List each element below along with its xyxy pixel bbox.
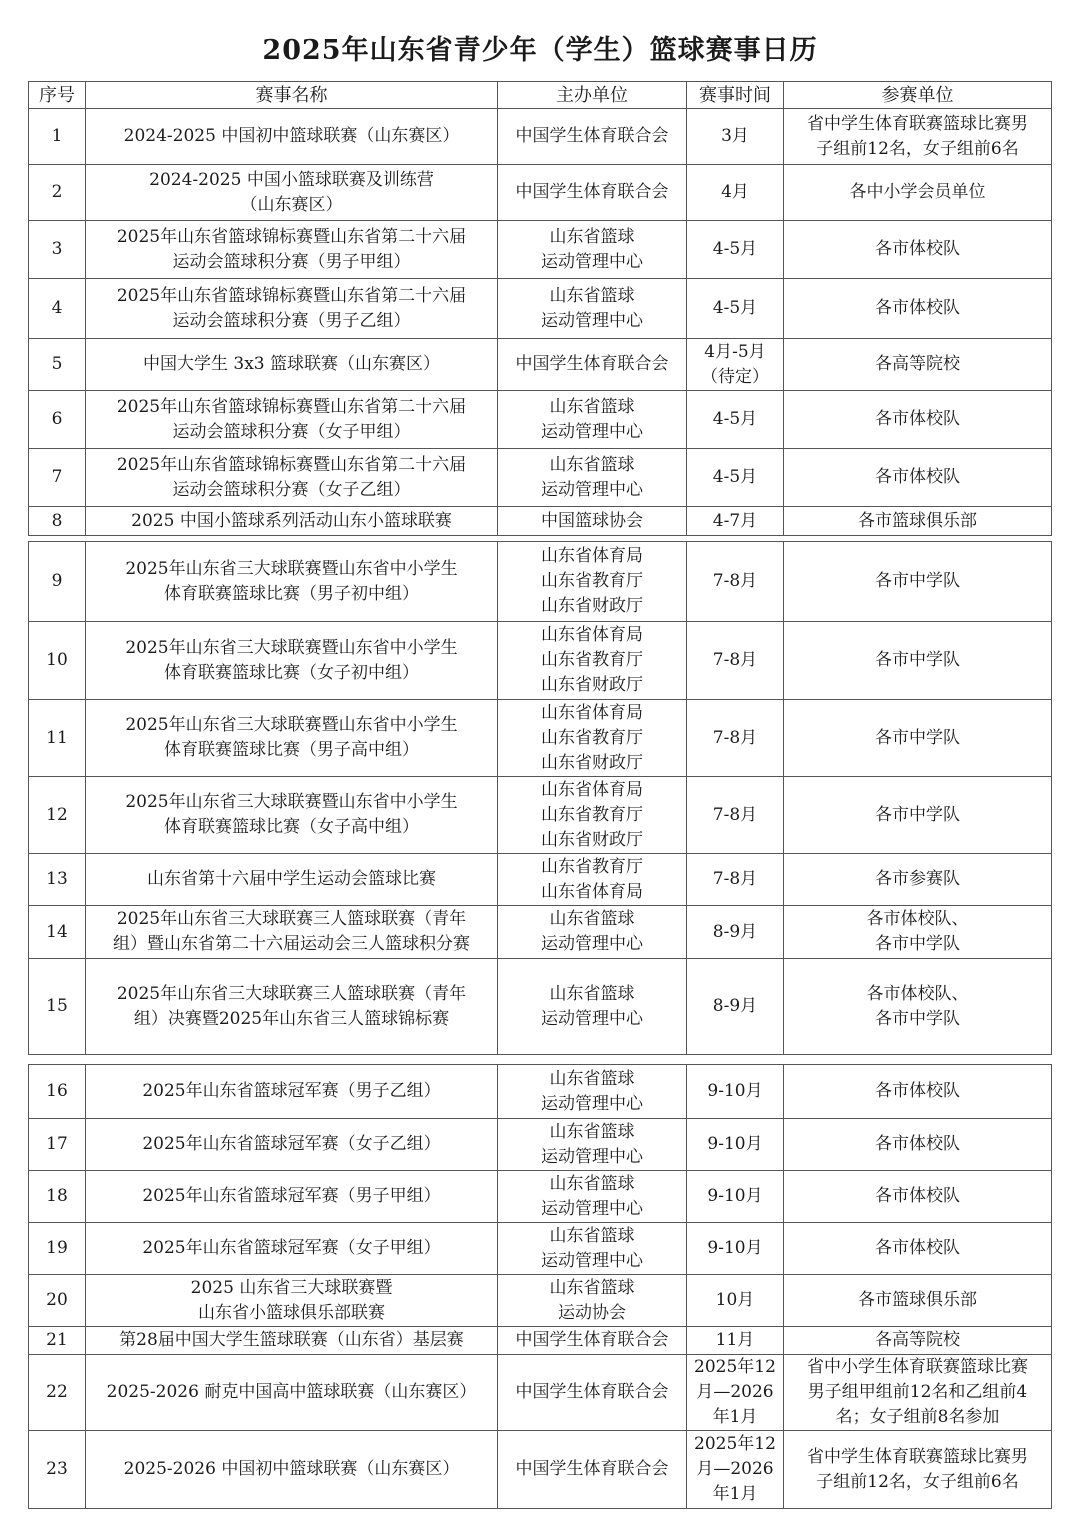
table-row	[29, 1065, 1052, 1119]
cell-no: 10	[29, 622, 86, 700]
table-header-row	[29, 82, 1052, 109]
cell-teams: 各市中学队	[784, 700, 1052, 777]
cell-no: 14	[29, 906, 86, 959]
cell-org: 山东省篮球 运动管理中心	[498, 1223, 687, 1275]
cell-teams: 各市参赛队	[784, 854, 1052, 906]
cell-no: 7	[29, 449, 86, 507]
cell-teams: 各市中学队	[784, 622, 1052, 700]
cell-org: 山东省体育局 山东省教育厅 山东省财政厅	[498, 777, 687, 854]
cell-name: 第28届中国大学生篮球联赛（山东省）基层赛	[86, 1327, 498, 1355]
header-name: 赛事名称	[86, 82, 498, 109]
page-title: 2025年山东省青少年（学生）篮球赛事日历	[262, 35, 818, 66]
cell-time: 7-8月	[687, 777, 784, 854]
cell-teams: 各市中学队	[784, 542, 1052, 622]
table-row	[29, 449, 1052, 507]
cell-org: 中国学生体育联合会	[498, 1327, 687, 1355]
cell-no: 15	[29, 959, 86, 1055]
cell-teams: 省中小学生体育联赛篮球比赛 男子组甲组前12名和乙组前4 名；女子组前8名参加	[784, 1355, 1052, 1431]
cell-teams: 各市体校队	[784, 1119, 1052, 1171]
cell-org: 山东省体育局 山东省教育厅 山东省财政厅	[498, 700, 687, 777]
table-row	[29, 391, 1052, 449]
cell-time: 9-10月	[687, 1223, 784, 1275]
cell-org: 山东省篮球 运动管理中心	[498, 449, 687, 507]
table-row	[29, 109, 1052, 165]
cell-org: 山东省篮球 运动管理中心	[498, 221, 687, 279]
header-org: 主办单位	[498, 82, 687, 109]
cell-time: 7-8月	[687, 854, 784, 906]
cell-name: 2025年山东省篮球冠军赛（女子甲组）	[86, 1223, 498, 1275]
cell-name: 2025年山东省篮球锦标赛暨山东省第二十六届 运动会篮球积分赛（女子乙组）	[86, 449, 498, 507]
cell-teams: 各市体校队	[784, 1223, 1052, 1275]
header-time: 赛事时间	[687, 82, 784, 109]
table-row	[29, 1355, 1052, 1431]
header-teams: 参赛单位	[784, 82, 1052, 109]
cell-no: 3	[29, 221, 86, 279]
cell-name: 2025年山东省三大球联赛暨山东省中小学生 体育联赛篮球比赛（女子初中组）	[86, 622, 498, 700]
cell-teams: 各市中学队	[784, 777, 1052, 854]
cell-teams: 各市体校队	[784, 449, 1052, 507]
cell-time: 8-9月	[687, 906, 784, 959]
cell-name: 2025年山东省三大球联赛暨山东省中小学生 体育联赛篮球比赛（女子高中组）	[86, 777, 498, 854]
cell-teams: 省中学生体育联赛篮球比赛男 子组前12名，女子组前6名	[784, 109, 1052, 165]
cell-no: 19	[29, 1223, 86, 1275]
table-row	[29, 906, 1052, 959]
cell-time: 9-10月	[687, 1171, 784, 1223]
table-row	[29, 1327, 1052, 1355]
table-row	[29, 1275, 1052, 1327]
cell-org: 中国学生体育联合会	[498, 339, 687, 391]
table-row	[29, 700, 1052, 777]
table-row	[29, 854, 1052, 906]
cell-name: 2025年山东省篮球冠军赛（女子乙组）	[86, 1119, 498, 1171]
cell-time: 7-8月	[687, 542, 784, 622]
table-row	[29, 165, 1052, 221]
cell-no: 16	[29, 1065, 86, 1119]
cell-time: 8-9月	[687, 959, 784, 1055]
cell-no: 5	[29, 339, 86, 391]
cell-org: 山东省教育厅 山东省体育局	[498, 854, 687, 906]
cell-org: 中国学生体育联合会	[498, 1431, 687, 1509]
cell-name: 2025 中国小篮球系列活动山东小篮球联赛	[86, 507, 498, 536]
table-row	[29, 1119, 1052, 1171]
cell-name: 2025 山东省三大球联赛暨 山东省小篮球俱乐部联赛	[86, 1275, 498, 1327]
cell-name: 2025年山东省篮球冠军赛（男子甲组）	[86, 1171, 498, 1223]
cell-time: 4-5月	[687, 449, 784, 507]
cell-name: 2024-2025 中国小篮球联赛及训练营 （山东赛区）	[86, 165, 498, 221]
cell-time: 3月	[687, 109, 784, 165]
table-row	[29, 542, 1052, 622]
cell-name: 2024-2025 中国初中篮球联赛（山东赛区）	[86, 109, 498, 165]
cell-teams: 省中学生体育联赛篮球比赛男 子组前12名，女子组前6名	[784, 1431, 1052, 1509]
table-row	[29, 279, 1052, 339]
cell-org: 山东省篮球 运动管理中心	[498, 1171, 687, 1223]
cell-teams: 各市体校队、 各市中学队	[784, 906, 1052, 959]
cell-no: 4	[29, 279, 86, 339]
cell-org: 山东省篮球 运动管理中心	[498, 391, 687, 449]
cell-no: 13	[29, 854, 86, 906]
cell-no: 12	[29, 777, 86, 854]
cell-teams: 各市篮球俱乐部	[784, 507, 1052, 536]
cell-no: 18	[29, 1171, 86, 1223]
cell-teams: 各市体校队	[784, 1171, 1052, 1223]
cell-name: 2025年山东省篮球锦标赛暨山东省第二十六届 运动会篮球积分赛（男子甲组）	[86, 221, 498, 279]
cell-teams: 各高等院校	[784, 1327, 1052, 1355]
cell-no: 11	[29, 700, 86, 777]
cell-time: 4-7月	[687, 507, 784, 536]
event-table-part-1	[28, 81, 1052, 536]
cell-name: 2025-2026 中国初中篮球联赛（山东赛区）	[86, 1431, 498, 1509]
table-row	[29, 777, 1052, 854]
cell-name: 2025年山东省篮球锦标赛暨山东省第二十六届 运动会篮球积分赛（女子甲组）	[86, 391, 498, 449]
table-row	[29, 1171, 1052, 1223]
cell-time: 9-10月	[687, 1119, 784, 1171]
cell-no: 22	[29, 1355, 86, 1431]
cell-org: 山东省篮球 运动协会	[498, 1275, 687, 1327]
cell-teams: 各市体校队	[784, 391, 1052, 449]
cell-org: 山东省篮球 运动管理中心	[498, 906, 687, 959]
cell-name: 2025年山东省三大球联赛三人篮球联赛（青年 组）暨山东省第二十六届运动会三人篮球积分赛	[86, 906, 498, 959]
cell-org: 山东省体育局 山东省教育厅 山东省财政厅	[498, 542, 687, 622]
cell-org: 山东省篮球 运动管理中心	[498, 1119, 687, 1171]
table-row	[29, 339, 1052, 391]
cell-teams: 各市篮球俱乐部	[784, 1275, 1052, 1327]
table-row	[29, 1431, 1052, 1509]
cell-no: 23	[29, 1431, 86, 1509]
cell-time: 7-8月	[687, 622, 784, 700]
cell-time: 2025年12 月—2026 年1月	[687, 1355, 784, 1431]
cell-name: 2025年山东省篮球锦标赛暨山东省第二十六届 运动会篮球积分赛（男子乙组）	[86, 279, 498, 339]
event-table-part-3	[28, 1064, 1052, 1509]
table-row	[29, 221, 1052, 279]
cell-name: 2025年山东省三大球联赛暨山东省中小学生 体育联赛篮球比赛（男子高中组）	[86, 700, 498, 777]
cell-time: 9-10月	[687, 1065, 784, 1119]
cell-time: 10月	[687, 1275, 784, 1327]
table-row	[29, 959, 1052, 1055]
cell-teams: 各市体校队	[784, 279, 1052, 339]
cell-org: 山东省篮球 运动管理中心	[498, 1065, 687, 1119]
cell-no: 6	[29, 391, 86, 449]
cell-time: 7-8月	[687, 700, 784, 777]
cell-name: 2025年山东省三大球联赛三人篮球联赛（青年 组）决赛暨2025年山东省三人篮球锦标赛	[86, 959, 498, 1055]
cell-no: 20	[29, 1275, 86, 1327]
table-row	[29, 1223, 1052, 1275]
cell-org: 中国学生体育联合会	[498, 1355, 687, 1431]
cell-time: 2025年12 月—2026 年1月	[687, 1431, 784, 1509]
cell-time: 4月-5月 （待定）	[687, 339, 784, 391]
cell-no: 17	[29, 1119, 86, 1171]
table-row	[29, 622, 1052, 700]
cell-org: 中国学生体育联合会	[498, 165, 687, 221]
cell-teams: 各市体校队	[784, 221, 1052, 279]
cell-no: 21	[29, 1327, 86, 1355]
cell-name: 2025-2026 耐克中国高中篮球联赛（山东赛区）	[86, 1355, 498, 1431]
cell-org: 中国篮球协会	[498, 507, 687, 536]
cell-org: 中国学生体育联合会	[498, 109, 687, 165]
cell-time: 4-5月	[687, 279, 784, 339]
cell-time: 4-5月	[687, 221, 784, 279]
cell-time: 11月	[687, 1327, 784, 1355]
cell-no: 8	[29, 507, 86, 536]
cell-teams: 各中小学会员单位	[784, 165, 1052, 221]
cell-org: 山东省篮球 运动管理中心	[498, 279, 687, 339]
header-no: 序号	[29, 82, 86, 109]
cell-org: 山东省体育局 山东省教育厅 山东省财政厅	[498, 622, 687, 700]
cell-teams: 各高等院校	[784, 339, 1052, 391]
cell-name: 山东省第十六届中学生运动会篮球比赛	[86, 854, 498, 906]
cell-teams: 各市体校队	[784, 1065, 1052, 1119]
cell-name: 2025年山东省三大球联赛暨山东省中小学生 体育联赛篮球比赛（男子初中组）	[86, 542, 498, 622]
cell-name: 2025年山东省篮球冠军赛（男子乙组）	[86, 1065, 498, 1119]
cell-time: 4-5月	[687, 391, 784, 449]
event-table-part-2	[28, 541, 1052, 1055]
cell-teams: 各市体校队、 各市中学队	[784, 959, 1052, 1055]
cell-no: 9	[29, 542, 86, 622]
cell-no: 1	[29, 109, 86, 165]
cell-no: 2	[29, 165, 86, 221]
cell-org: 山东省篮球 运动管理中心	[498, 959, 687, 1055]
cell-time: 4月	[687, 165, 784, 221]
cell-name: 中国大学生 3x3 篮球联赛（山东赛区）	[86, 339, 498, 391]
table-row	[29, 507, 1052, 536]
